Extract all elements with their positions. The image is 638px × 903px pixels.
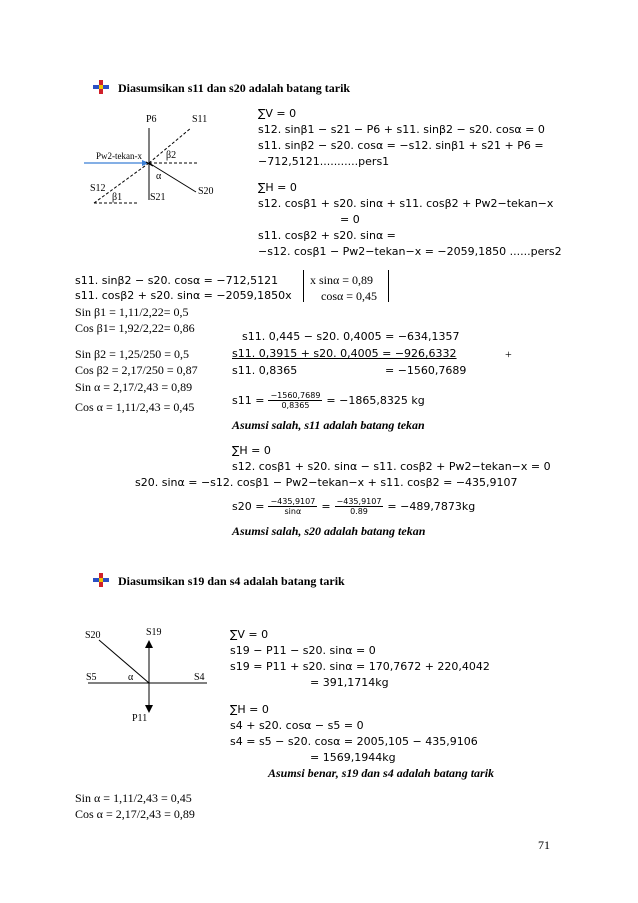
sin-alpha: Sin α = 2,17/2,43 = 0,89 [75,380,193,394]
conclusion-s11: Asumsi salah, s11 adalah batang tekan [232,418,425,432]
label-p11: P11 [132,713,148,724]
fraction-numerator: −435,9107 [270,497,316,506]
s20-lhs: s20 = [232,500,265,513]
label-s21: S21 [150,192,166,203]
elim-result-left: s11. 0,8365 [232,364,298,377]
equals-sign: = [321,500,331,513]
s11-result: = −1865,8325 kg [326,394,425,407]
s20-solution [232,497,475,516]
bullet-icon [93,573,109,592]
fraction-denominator: 0.89 [350,507,368,516]
equation-line: = 0 [340,213,360,226]
elim-result-right: = −1560,7689 [385,364,467,377]
bracket-left [303,270,304,302]
equation-sum-h-2: ∑H = 0 [232,444,271,457]
conclusion-s20: Asumsi salah, s20 adalah batang tekan [232,524,426,538]
s20-result: = −489,7873kg [387,500,476,513]
label-s19: S19 [146,627,162,638]
section1-heading: Diasumsikan s11 dan s20 adalah batang tarik [118,81,351,95]
bullet-icon [93,80,109,99]
cos-beta2: Cos β2 = 2,17/250 = 0,87 [75,363,198,377]
cos-alpha-2: Cos α = 2,17/2,43 = 0,89 [75,807,195,821]
equation-line: −s12. cosβ1 − Pw2−tekan−x = −2059,1850 ......pers2 [258,245,562,258]
label-s20: S20 [198,186,214,197]
s20-fraction-1 [268,497,317,516]
equation-line: s19 = P11 + s20. sinα = 170,7672 + 220,4042 [230,660,490,673]
cos-beta1: Cos β1= 1,92/2,22= 0,86 [75,321,195,335]
fraction-numerator: −435,9107 [336,497,382,506]
label-pw2: Pw2-tekan-x [96,151,142,161]
label-beta2: β2 [166,150,177,161]
equation-sum-h: ∑H = 0 [258,181,297,194]
elim-eq-2: s11. 0,3915 + s20. 0,4005 = −926,6332 [232,347,457,360]
equation-line: s12. cosβ1 + s20. sinα + s11. cosβ2 + Pw2−tekan−x [258,197,554,210]
label-s5: S5 [86,672,97,683]
fraction-numerator: −1560,7689 [270,391,321,400]
plus-sign: + [505,347,512,361]
joint-diagram-1 [84,110,254,210]
equation-line: s12. sinβ1 − s21 − P6 + s11. sinβ2 − s20. cosα = 0 [258,123,545,136]
equation-sum-v: ∑V = 0 [230,628,269,641]
sin-beta2: Sin β2 = 1,25/250 = 0,5 [75,347,189,361]
fraction-denominator: 0,8365 [281,401,310,410]
multiplier-1: x sinα = 0,89 [310,273,374,287]
conclusion-s19-s4: Asumsi benar, s19 dan s4 adalah batang tarik [268,766,495,780]
equation-line: s11. sinβ2 − s20. cosα = −s12. sinβ1 + s21 + P6 = [258,139,544,152]
bracket-right [388,270,389,302]
label-s20: S20 [85,630,101,641]
s20-fraction-2 [335,497,384,516]
equation-line: s19 − P11 − s20. sinα = 0 [230,644,376,657]
joint-diagram-2 [82,622,222,727]
equation-line: −712,5121...........pers1 [258,155,390,168]
label-alpha: α [156,171,162,182]
label-beta1: β1 [112,192,123,203]
s11-solution [232,391,425,410]
equation-line: s11. cosβ2 + s20. sinα = [258,229,396,242]
fraction-denominator: sinα [284,507,302,516]
sin-beta1: Sin β1 = 1,11/2,22= 0,5 [75,305,189,319]
equation-sum-v: ∑V = 0 [258,107,297,120]
label-alpha: α [128,672,134,683]
s11-fraction [268,391,322,410]
equation-line: s12. cosβ1 + s20. sinα − s11. cosβ2 + Pw2−tekan−x = 0 [232,460,551,473]
cos-alpha: Cos α = 1,11/2,43 = 0,45 [75,400,195,414]
label-s4: S4 [194,672,205,683]
equation-sum-h: ∑H = 0 [230,703,269,716]
equation-line: s4 = s5 − s20. cosα = 2005,105 − 435,9106 [230,735,478,748]
system-eq-1: s11. sinβ2 − s20. cosα = −712,5121 [75,274,279,287]
label-p6: P6 [146,114,157,125]
system-eq-2: s11. cosβ2 + s20. sinα = −2059,1850x [75,289,292,302]
s11-lhs: s11 = [232,394,265,407]
multiplier-2: cosα = 0,45 [321,289,378,303]
label-s11: S11 [192,114,208,125]
section2-heading: Diasumsikan s19 dan s4 adalah batang tarik [118,574,345,588]
label-s12: S12 [90,183,106,194]
equation-line: s4 + s20. cosα − s5 = 0 [230,719,364,732]
equation-line: = 391,1714kg [310,676,389,689]
equation-line: s20. sinα = −s12. cosβ1 − Pw2−tekan−x + s11. cosβ2 = −435,9107 [135,476,518,489]
page-number: 71 [538,838,550,852]
sin-alpha-2: Sin α = 1,11/2,43 = 0,45 [75,791,192,805]
elim-eq-1: s11. 0,445 − s20. 0,4005 = −634,1357 [242,330,460,343]
equation-line: = 1569,1944kg [310,751,396,764]
